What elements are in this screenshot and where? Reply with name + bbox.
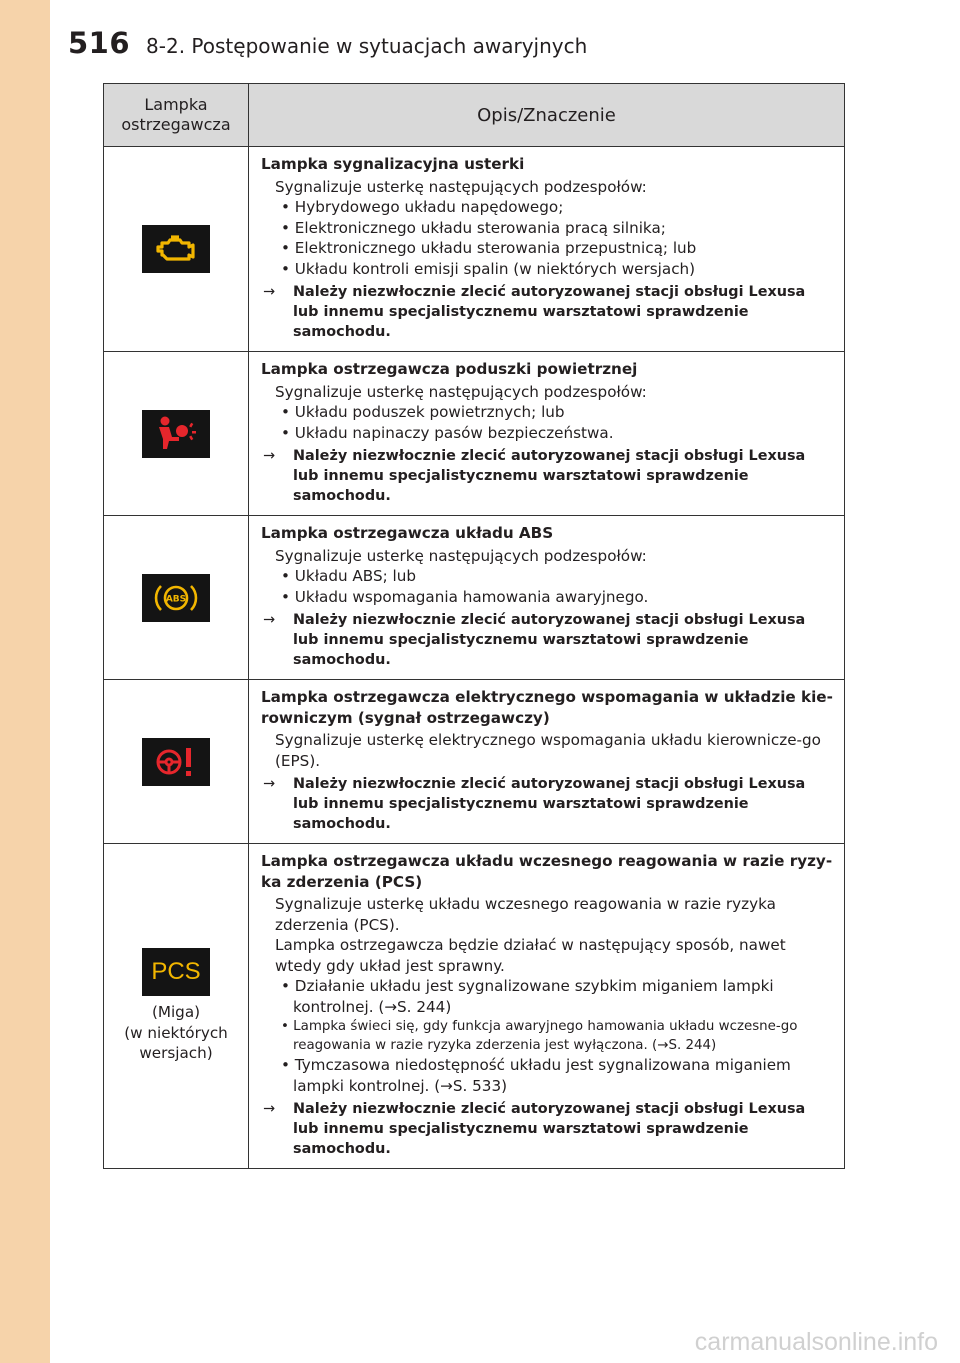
lamp-cell: [104, 147, 249, 351]
list-item: • Układu napinaczy pasów bezpieczeństwa.: [281, 423, 614, 442]
lamp-cell: [104, 844, 249, 1168]
watermark: carmanualsonline.info: [694, 1328, 938, 1356]
list-item: • Układu kontroli emisji spalin (w niektórych wersjach): [281, 259, 696, 278]
table-row: [104, 352, 844, 516]
side-color-band: [0, 0, 50, 1363]
list-item: • Układu poduszek powietrznych; lub: [281, 403, 565, 421]
action-note: [261, 446, 834, 506]
page-header: [68, 26, 587, 66]
arrow-icon: →: [263, 776, 276, 792]
action-text: Należy niezwłocznie zlecić autoryzowanej stacji obsługi Lexusa lub innemu specjalistycznemu warsztatowi sprawdzenie samochodu.: [293, 284, 806, 340]
list-item: • Elektronicznego układu sterowania pracą silnika;: [281, 218, 666, 237]
table-header: [104, 84, 844, 147]
steering-warning-icon: [142, 738, 210, 786]
lamp-intro: Sygnalizuje usterkę następujących podzespołów:: [275, 177, 647, 196]
check-engine-icon: [142, 225, 210, 273]
column-header-description: Opis/Znaczenie: [477, 104, 616, 126]
lamp-cell: [104, 680, 249, 843]
list-item: • Układu wspomagania hamowania awaryjnego.: [281, 587, 649, 606]
lamp-cell: [104, 352, 249, 515]
description-cell: [249, 844, 844, 1168]
pcs-label: PCS: [151, 958, 201, 986]
lamp-title: Lampka ostrzegawcza układu wczesnego reagowania w razie ryzy-ka zderzenia (PCS): [261, 852, 833, 891]
list-item: • Układu ABS; lub: [281, 567, 417, 585]
lamp-intro: Lampka ostrzegawcza będzie działać w następujący sposób, nawet wtedy gdy układ jest sprawny.: [275, 936, 786, 975]
lamp-title: Lampka ostrzegawcza układu ABS: [261, 524, 554, 542]
warning-lights-table: [103, 83, 845, 1169]
abs-icon: [142, 574, 210, 622]
description-cell: [249, 680, 844, 843]
action-note: [261, 282, 834, 342]
table-row: [104, 516, 844, 680]
action-text: Należy niezwłocznie zlecić autoryzowanej stacji obsługi Lexusa lub innemu specjalistycznemu warsztatowi sprawdzenie samochodu.: [293, 776, 806, 832]
list-item: • Tymczasowa niedostępność układu jest sygnalizowana miganiem lampki kontrolnej. (→S. 533): [281, 1056, 791, 1095]
action-text: Należy niezwłocznie zlecić autoryzowanej stacji obsługi Lexusa lub innemu specjalistycznemu warsztatowi sprawdzenie samochodu.: [293, 1101, 806, 1157]
list-item: • Lampka świeci się, gdy funkcja awaryjnego hamowania układu wczesne-go reagowania w razie ryzyka zderzenia jest wyłączona. (→S. 244): [281, 1019, 798, 1053]
arrow-icon: →: [263, 448, 276, 464]
table-row: [104, 147, 844, 352]
table-row: [104, 680, 844, 844]
lamp-intro: Sygnalizuje usterkę następujących podzespołów:: [275, 382, 647, 401]
abs-label: ABS: [165, 594, 187, 604]
list-item: • Elektronicznego układu sterowania przepustnicą; lub: [281, 239, 697, 257]
column-header-lamp: Lampka ostrzegawcza: [104, 84, 249, 146]
description-cell: [249, 352, 844, 515]
description-cell: [249, 147, 844, 351]
lamp-intro: Sygnalizuje usterkę układu wczesnego reagowania w razie ryzyka zderzenia (PCS).: [275, 895, 776, 934]
arrow-icon: →: [263, 1101, 276, 1117]
airbag-icon: [142, 410, 210, 458]
lamp-title: Lampka sygnalizacyjna usterki: [261, 155, 525, 173]
action-text: Należy niezwłocznie zlecić autoryzowanej stacji obsługi Lexusa lub innemu specjalistycznemu warsztatowi sprawdzenie samochodu.: [293, 448, 806, 504]
arrow-icon: →: [263, 284, 276, 300]
list-item: • Hybrydowego układu napędowego;: [281, 198, 564, 216]
pcs-icon: [142, 948, 210, 996]
action-note: [261, 610, 834, 670]
lamp-cell: [104, 516, 249, 679]
page-number: 516: [68, 26, 131, 60]
table-row: [104, 844, 844, 1168]
lamp-intro: Sygnalizuje usterkę następujących podzespołów:: [275, 546, 647, 565]
lamp-title: Lampka ostrzegawcza poduszki powietrznej: [261, 360, 638, 378]
action-note: [261, 774, 834, 834]
chapter-title: 8-2. Postępowanie w sytuacjach awaryjnych: [146, 34, 588, 58]
action-note: [261, 1099, 834, 1159]
list-item: • Działanie układu jest sygnalizowane szybkim miganiem lampki kontrolnej. (→S. 244): [281, 977, 774, 1016]
lamp-intro: Sygnalizuje usterkę elektrycznego wspomagania układu kierownicze-go (EPS).: [275, 731, 821, 770]
action-text: Należy niezwłocznie zlecić autoryzowanej stacji obsługi Lexusa lub innemu specjalistycznemu warsztatowi sprawdzenie samochodu.: [293, 612, 806, 668]
description-cell: [249, 516, 844, 679]
lamp-caption: (Miga) (w niektórych wersjach): [124, 1003, 228, 1063]
lamp-title: Lampka ostrzegawcza elektrycznego wspomagania w układzie kie-rowniczym (sygnał ostrzegawczy): [261, 688, 833, 727]
arrow-icon: →: [263, 612, 276, 628]
